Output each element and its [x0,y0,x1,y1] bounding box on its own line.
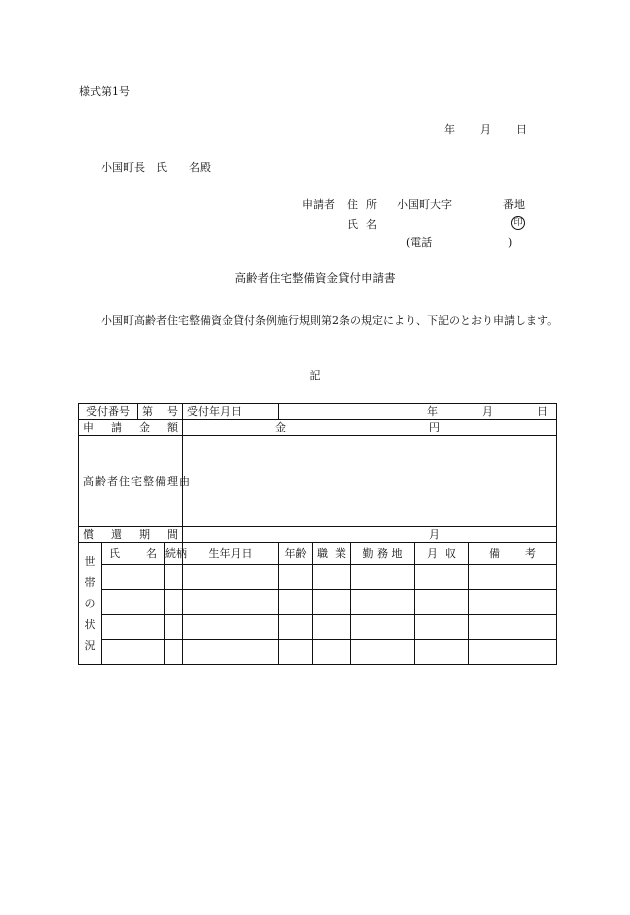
cell-occupation[interactable] [313,615,351,640]
repay-label-char: 還 [111,528,122,541]
reason-label: 高齢者住宅整備理由 [79,436,183,527]
cell-birth[interactable] [183,565,279,590]
cell-age[interactable] [279,615,313,640]
address-label: 住所 [347,198,385,211]
cell-relation[interactable] [165,565,183,590]
date-year-label: 年 [444,123,455,136]
household-label-char: 況 [84,639,96,652]
col-age: 年齢 [279,543,313,565]
household-header-row [79,543,557,565]
document-title: 高齢者住宅整備資金貸付申請書 [234,271,396,285]
cell-name[interactable] [102,590,165,615]
cell-birth[interactable] [183,590,279,615]
form-number: 様式第1号 [79,85,130,98]
cell-relation[interactable] [165,640,183,665]
col-workplace-char: 務 [377,547,388,560]
cell-workplace[interactable] [351,640,415,665]
date-month-label: 月 [480,123,491,136]
amount-label [79,420,183,436]
cell-age[interactable] [279,640,313,665]
cell-workplace[interactable] [351,565,415,590]
cell-birth[interactable] [183,615,279,640]
household-label-char: 帯 [84,576,96,589]
col-name [102,543,165,565]
col-occupation [313,543,351,565]
cell-birth[interactable] [183,640,279,665]
col-occupation-char: 業 [335,547,346,560]
col-remarks-char: 備 [489,547,500,560]
reason-cell[interactable] [183,436,557,527]
table-row [79,615,557,640]
seal-icon: 印 [511,216,525,230]
col-workplace-char: 勤 [362,547,374,560]
body-text: 小国町高齢者住宅整備資金貸付条例施行規則第2条の規定により、下記のとおり申請します。 [101,314,559,327]
household-label-char: 世 [84,555,96,568]
address-value: 小国町大字 [397,198,452,211]
reception-day: 日 [537,405,549,418]
cell-occupation[interactable] [313,640,351,665]
cell-remarks[interactable] [469,565,557,590]
cell-income[interactable] [415,640,469,665]
table-row [79,565,557,590]
applicant-label: 申請者 [302,198,335,211]
repay-row [79,527,557,543]
reception-go: 号 [167,405,178,418]
col-birth: 生年月日 [183,543,279,565]
application-table [78,403,557,665]
repay-label-char: 間 [167,528,178,541]
col-workplace [351,543,415,565]
amount-cell[interactable] [183,420,557,436]
col-income-char: 月 [427,547,438,560]
table-row [79,590,557,615]
date-day-label: 日 [516,123,527,136]
cell-remarks[interactable] [469,640,557,665]
reception-date-cell[interactable] [279,404,557,420]
repay-month: 月 [429,528,440,541]
reason-row [79,436,557,527]
reception-row [79,404,557,420]
amount-yen: 円 [429,421,440,434]
reception-year: 年 [427,405,439,418]
col-remarks [469,543,557,565]
repay-label-char: 償 [83,528,94,541]
repay-label-char: 期 [139,528,150,541]
amount-label-char: 金 [139,421,150,434]
amount-kin: 金 [275,421,286,434]
cell-age[interactable] [279,565,313,590]
cell-occupation[interactable] [313,590,351,615]
cell-income[interactable] [415,615,469,640]
household-label [79,543,102,665]
address-suffix: 番地 [503,198,525,211]
phone-label: (電話 [406,236,433,249]
reception-date-label: 受付年月日 [183,404,279,420]
col-relation: 続柄 [165,543,183,565]
col-income-char: 収 [445,547,456,560]
cell-remarks[interactable] [469,590,557,615]
col-income [415,543,469,565]
reception-number-cell[interactable] [138,404,183,420]
reception-number-label: 受付番号 [79,404,138,420]
col-remarks-char: 考 [525,547,537,560]
cell-name[interactable] [102,565,165,590]
repay-cell[interactable] [183,527,557,543]
cell-name[interactable] [102,640,165,665]
cell-income[interactable] [415,590,469,615]
cell-income[interactable] [415,565,469,590]
amount-label-char: 申 [83,421,94,434]
amount-label-char: 額 [167,421,178,434]
reception-dai: 第 [142,405,153,418]
cell-remarks[interactable] [469,615,557,640]
ki-heading: 記 [309,369,321,382]
cell-age[interactable] [279,590,313,615]
phone-close-paren: ) [508,236,513,249]
name-label: 氏名 [347,218,385,231]
col-name-char: 氏 [109,547,120,560]
cell-workplace[interactable] [351,615,415,640]
amount-row [79,420,557,436]
col-name-char: 名 [146,547,157,560]
household-label-char: の [84,597,96,610]
household-label-char: 状 [84,618,96,631]
reception-month: 月 [482,405,494,418]
amount-label-char: 請 [111,421,122,434]
addressee: 小国町長 氏 名殿 [101,161,211,174]
cell-name[interactable] [102,615,165,640]
repay-label [79,527,183,543]
cell-workplace[interactable] [351,590,415,615]
col-occupation-char: 職 [317,547,328,560]
cell-relation[interactable] [165,590,183,615]
table-row [79,640,557,665]
cell-occupation[interactable] [313,565,351,590]
col-workplace-char: 地 [391,547,403,560]
cell-relation[interactable] [165,615,183,640]
